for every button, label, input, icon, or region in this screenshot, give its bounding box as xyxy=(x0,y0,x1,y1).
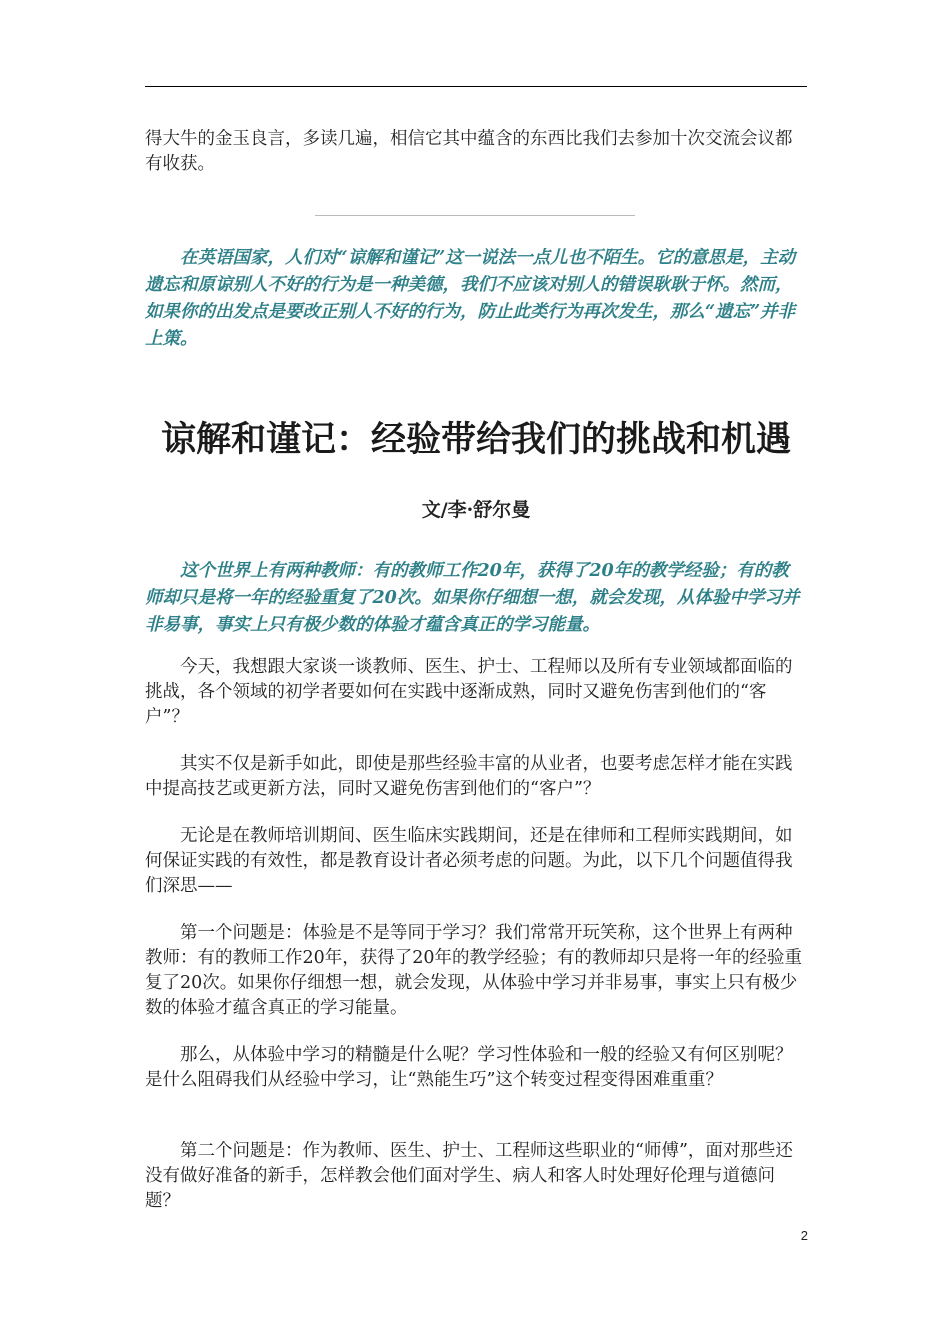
body-paragraph-1: 今天，我想跟大家谈一谈教师、医生、护士、工程师以及所有专业领域都面临的挑战，各个领域的初学者要如何在实践中逐渐成熟，同时又避免伤害到他们的“客户”？ xyxy=(145,657,793,727)
header-rule xyxy=(145,86,807,87)
body-paragraph-4: 第一个问题是：体验是不是等同于学习？我们常常开玩笑称，这个世界上有两种教师：有的教师工作20年，获得了20年的教学经验；有的教师却只是将一年的经验重复了20次。如果你仔细想一想，就会发现，从体验中学习并非易事，事实上只有极少数的体验才蕴含真正的学习能量。 xyxy=(145,923,803,1018)
body-paragraph-6: 第二个问题是：作为教师、医生、护士、工程师这些职业的“师傅”，面对那些还没有做好准备的新手，怎样教会他们面对学生、病人和客人时处理好伦理与道德问题？ xyxy=(145,1141,793,1211)
lead-quote-1: 在英语国家，人们对“谅解和谨记”这一说法一点儿也不陌生。它的意思是，主动遗忘和原谅别人不好的行为是一种美德，我们不应该对别人的错误耿耿于怀。然而，如果你的出发点是要改正别人不好的行为，防止此类行为再次发生，那么“遗忘”并非上策。 xyxy=(145,248,796,349)
page-number: 2 xyxy=(800,1228,808,1243)
body-paragraph-2: 其实不仅是新手如此，即使是那些经验丰富的从业者，也要考虑怎样才能在实践中提高技艺或更新方法，同时又避免伤害到他们的“客户”？ xyxy=(145,754,793,799)
body-paragraph-3: 无论是在教师培训期间、医生临床实践期间，还是在律师和工程师实践期间，如何保证实践的有效性，都是教育设计者必须考虑的问题。为此，以下几个问题值得我们深思—— xyxy=(145,826,793,896)
article-title: 谅解和谨记：经验带给我们的挑战和机遇 xyxy=(160,419,791,460)
intro-paragraph: 得大牛的金玉良言，多读几遍，相信它其中蕴含的东西比我们去参加十次交流会议都有收获。 xyxy=(145,129,793,174)
article-author: 文/李·舒尔曼 xyxy=(421,499,531,521)
body-paragraph-5: 那么，从体验中学习的精髓是什么呢？学习性体验和一般的经验又有何区别呢？是什么阻碍我们从经验中学习，让“熟能生巧”这个转变过程变得困难重重？ xyxy=(145,1045,793,1090)
lead-quote-2: 这个世界上有两种教师：有的教师工作20年，获得了20年的教学经验；有的教师却只是将一年的经验重复了20次。如果你仔细想一想，就会发现，从体验中学习并非易事，事实上只有极少数的体验才蕴含真正的学习能量。 xyxy=(145,561,800,635)
section-divider xyxy=(315,215,635,216)
